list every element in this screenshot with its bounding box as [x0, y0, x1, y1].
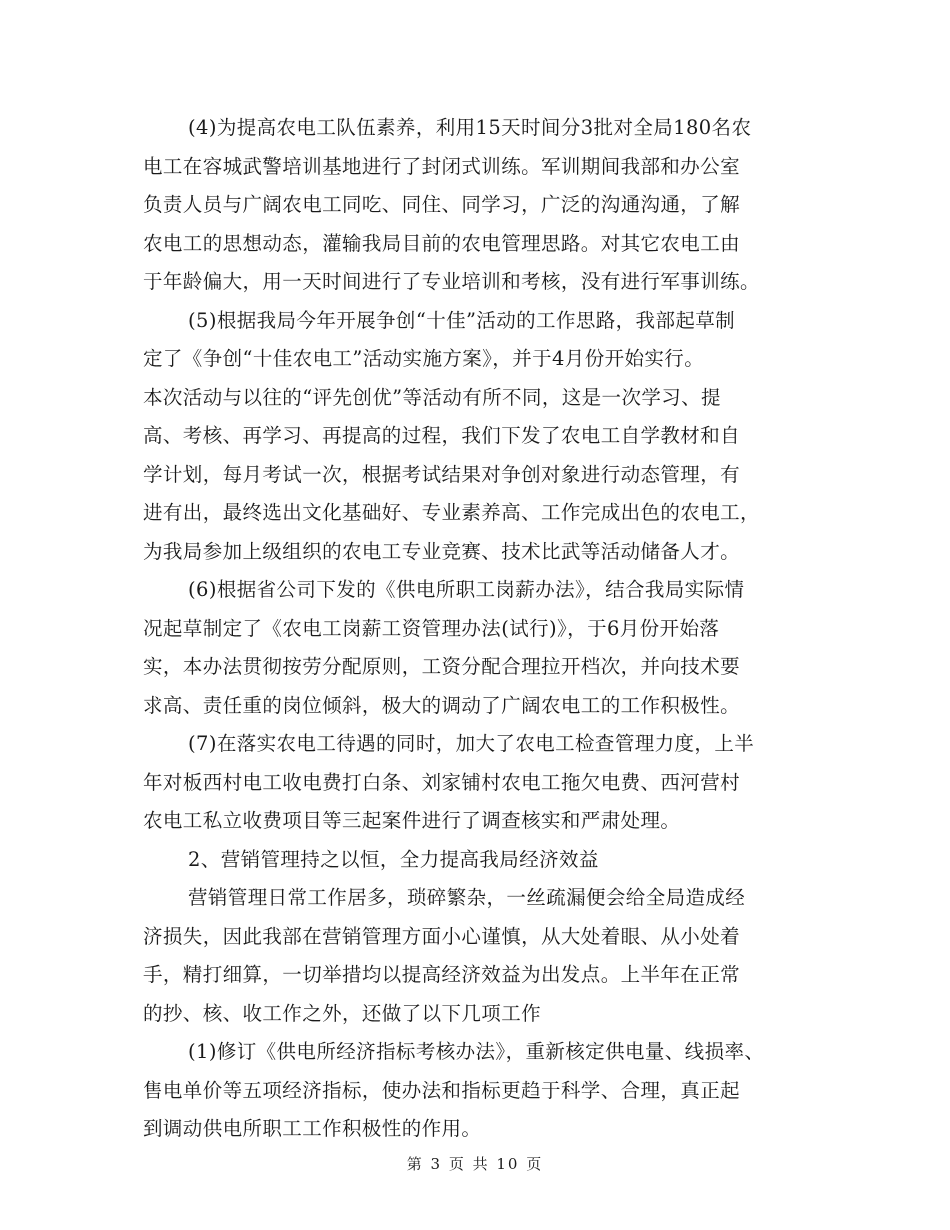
- text-line: 负责人员与广阔农电工同吃、同住、同学习，广泛的沟通沟通，了解: [143, 193, 741, 216]
- page-number-footer: 第 3 页 共 10 页: [406, 1155, 544, 1173]
- document-body: [143, 113, 833, 1153]
- section-heading-text: 2、营销管理持之以恒，全力提高我局经济效益: [188, 847, 599, 871]
- text-line: 到调动供电所职工工作积极性的作用。: [143, 1117, 482, 1140]
- paragraph-5: [143, 306, 833, 576]
- text-line: 高、考核、再学习、再提高的过程，我们下发了农电工自学教材和自: [143, 424, 741, 447]
- paragraph-marketing-intro: [143, 883, 833, 1037]
- text-line: 年对板西村电工收电费打白条、刘家铺村农电工拖欠电费、西河营村: [143, 770, 741, 794]
- text-line: 学计划，每月考试一次，根据考试结果对争创对象进行动态管理，有: [143, 462, 741, 486]
- text-line: 营销管理日常工作居多，琐碎繁杂，一丝疏漏便会给全局造成经: [188, 886, 746, 909]
- text-line: 于年龄偏大，用一天时间进行了专业培训和考核，没有进行军事训练。: [143, 270, 760, 293]
- text-line: 定了《争创“十佳农电工”活动实施方案》，并于4月份开始实行。: [143, 347, 705, 370]
- text-line: 况起草制定了《农电工岗薪工资管理办法(试行)》，于6月份开始落: [143, 616, 720, 640]
- text-line: (6)根据省公司下发的《供电所职工岗薪办法》，结合我局实际情: [188, 578, 745, 601]
- text-line: 实，本办法贯彻按劳分配原则，工资分配合理拉开档次，并向技术要: [143, 655, 741, 678]
- paragraph-6: [143, 575, 833, 729]
- text-line: 济损失，因此我部在营销管理方面小心谨慎，从大处着眼、从小处着: [143, 924, 741, 948]
- text-line: (5)根据我局今年开展争创“十佳”活动的工作思路，我部起草制: [188, 308, 736, 332]
- paragraph-4: [143, 113, 833, 306]
- text-line: 为我局参加上级组织的农电工专业竞赛、技术比武等活动储备人才。: [143, 539, 741, 563]
- text-line: (1)修订《供电所经济指标考核办法》，重新核定供电量、线损率、: [188, 1040, 765, 1063]
- text-line: 进有出，最终选出文化基础好、专业素养高、工作完成出色的农电工，: [143, 501, 760, 524]
- section-heading: [143, 845, 833, 884]
- text-line: 农电工的思想动态，灌输我局目前的农电管理思路。对其它农电工由: [143, 231, 741, 255]
- text-line: (4)为提高农电工队伍素养，利用15天时间分3批对全局180名农: [188, 116, 752, 139]
- text-line: 求高、责任重的岗位倾斜，极大的调动了广阔农电工的工作积极性。: [143, 693, 741, 717]
- text-line: 售电单价等五项经济指标，使办法和指标更趋于科学、合理，真正起: [143, 1078, 741, 1102]
- text-line: 农电工私立收费项目等三起案件进行了调查核实和严肃处理。: [143, 809, 681, 832]
- paragraph-7: [143, 729, 833, 845]
- paragraph-1: [143, 1037, 833, 1153]
- text-line: 本次活动与以往的“评先创优”等活动有所不同，这是一次学习、提: [143, 385, 721, 409]
- text-line: 手，精打细算，一切举措均以提高经济效益为出发点。上半年在正常: [143, 963, 741, 986]
- text-line: 电工在容城武警培训基地进行了封闭式训练。军训期间我部和办公室: [143, 154, 741, 178]
- text-line: (7)在落实农电工待遇的同时，加大了农电工检查管理力度，上半: [188, 732, 755, 755]
- text-line: 的抄、核、收工作之外，还做了以下几项工作: [143, 1001, 542, 1025]
